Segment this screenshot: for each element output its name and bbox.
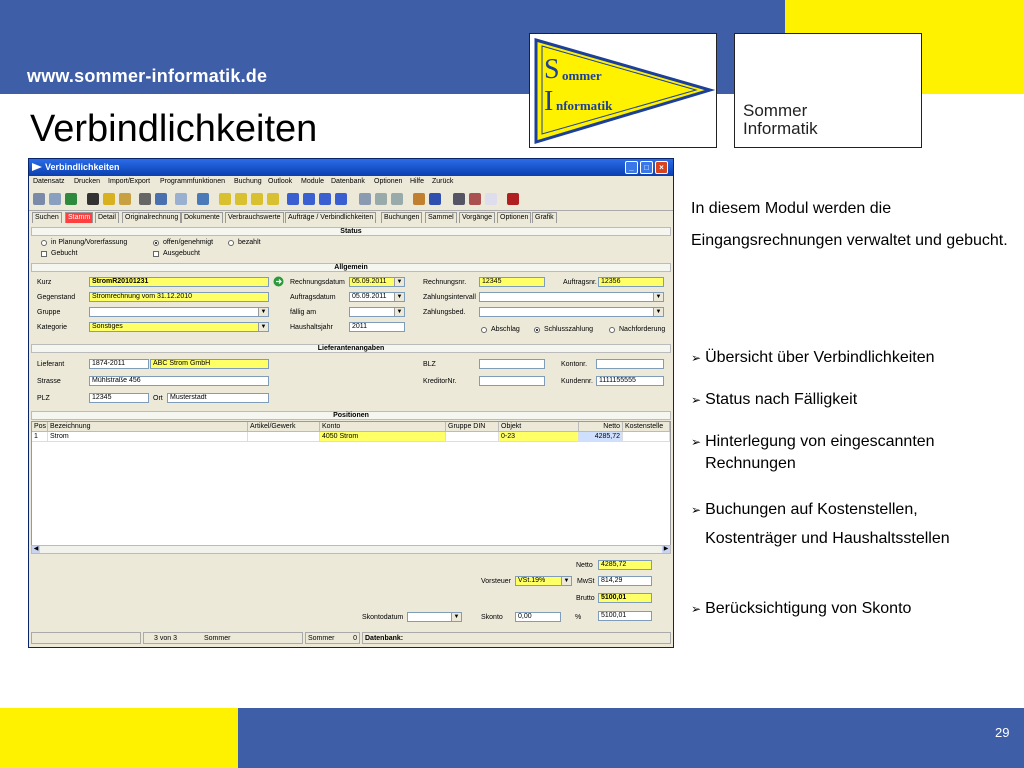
kontonr-field[interactable] <box>596 359 664 369</box>
rechnungsdatum-field[interactable]: 05.09.2011 ▼ <box>349 277 405 287</box>
table-cell[interactable]: 4050 Strom <box>320 432 446 442</box>
tab-suchen[interactable]: Suchen <box>32 212 62 223</box>
plz-field[interactable]: 12345 <box>89 393 149 403</box>
radio-offen[interactable] <box>153 240 159 246</box>
tab-sammel[interactable]: Sammel <box>425 212 457 223</box>
column-header[interactable]: Kostenstelle <box>623 422 670 432</box>
app-window: Verbindlichkeiten _ □ × Datensatz Drucken Import/Export Programmfunktionen Buchung Outlook Module Datenbank Optionen Hilfe Zurück Suchen Stamm Detail Originalrechnung Dokumente Verbrauchswerte Aufträge / Verbindlichkeiten Buchungen Sammel Vorgänge Optionen Grafik Status in Planung/Vorerfassung offen/genehmigt bezahlt Gebucht Ausgebucht Allgemein Kurz StromR20101231 Gegenstand Stromrechnung vom 31.12.2010 Gruppe ▼ Kategorie Sonstiges ▼ Rechnungsdatum 05.09.2011 ▼ Auftragsdatum 05.09.2011 ▼ fällig am ▼ Haushaltsjahr 2011 Rechnungsnr. 12345 Auftragsnr. 12356 Zahlungsintervall ▼ Zahlungsbed. ▼ Abschlag Schlusszahlung Nachforderung Lieferantenangaben Lieferant 1874-2011 ABC Strom GmbH Strasse Mühlstraße 456 PLZ 12345 Ort Musterstadt BLZ KreditorNr. Kontonr. Kundennr. 1111155555 Positionen Pos Bezeichnung Artikel/Gewerk Konto Gruppe DIN Objekt Netto Kostenstelle 1 Strom 4050 Strom 0-23 4285,72 ◀ ▶ Netto 4285,72 Vorsteuer VSt.19% ▼ MwSt 814,29 Brutto 5100,01 Skontodatum ▼ Skonto 0,00 % 5100,01 3 von 3 Sommer Sommer 0 Datenbank: <box>28 158 674 648</box>
slide-title: Verbindlichkeiten <box>30 108 318 150</box>
filter-icon[interactable] <box>103 193 115 205</box>
tab-stamm[interactable]: Stamm <box>65 212 93 223</box>
chevron-down-icon: ▼ <box>394 308 404 316</box>
skonto-amount-field[interactable]: 5100,01 <box>598 611 652 621</box>
chevron-down-icon: ▼ <box>258 308 268 316</box>
kategorie-select[interactable]: Sonstiges ▼ <box>89 322 269 332</box>
menu-bar <box>29 177 673 188</box>
radio-nachforderung[interactable] <box>609 327 615 333</box>
gegenstand-field[interactable]: Stromrechnung vom 31.12.2010 <box>89 292 269 302</box>
maximize-button[interactable]: □ <box>640 161 653 174</box>
menu-import-export[interactable]: Import/Export <box>108 178 151 185</box>
table-cell[interactable]: 1 <box>32 432 48 442</box>
help-icon[interactable] <box>429 193 441 205</box>
bullet-item: ➢ Buchungen auf Kostenstellen, Kostenträger und Haushaltsstellen <box>691 501 950 547</box>
bullet-item: ➢ Hinterlegung von eingescannten Rechnungen <box>691 433 935 472</box>
print-preview-icon[interactable] <box>49 193 61 205</box>
folder-icon[interactable] <box>119 193 131 205</box>
column-header[interactable]: Netto <box>579 422 623 432</box>
strasse-field[interactable]: Mühlstraße 456 <box>89 376 269 386</box>
mwst-field[interactable]: 814,29 <box>598 576 652 586</box>
menu-zurueck[interactable]: Zurück <box>432 178 454 185</box>
tab-optionen[interactable]: Optionen <box>497 212 531 223</box>
copy-icon[interactable] <box>391 193 403 205</box>
menu-datenbank[interactable]: Datenbank <box>331 178 365 185</box>
bullet-item: ➢ Status nach Fälligkeit <box>691 391 858 408</box>
window-titlebar[interactable] <box>29 159 673 176</box>
status-bar <box>31 632 671 645</box>
tab-buchungen[interactable]: Buchungen <box>381 212 422 223</box>
radio-schlusszahlung[interactable] <box>534 327 540 333</box>
faellig-field[interactable] <box>349 307 405 317</box>
rechnungsnr-field[interactable]: 12345 <box>479 277 545 287</box>
skontodatum-field[interactable] <box>407 612 462 622</box>
table-cell[interactable]: 4285,72 <box>579 432 623 442</box>
haushaltsjahr-field[interactable]: 2011 <box>349 322 405 332</box>
prev-record-icon[interactable] <box>235 193 247 205</box>
scroll-left-icon[interactable]: ◀ <box>33 546 39 552</box>
zahlungsintervall-select[interactable] <box>479 292 664 302</box>
next-record-icon[interactable] <box>251 193 263 205</box>
menu-programmfunktionen[interactable]: Programmfunktionen <box>160 178 225 185</box>
arrow-bullet-icon: ➢ <box>691 602 702 616</box>
print-icon[interactable] <box>33 193 45 205</box>
chevron-down-icon: ▼ <box>394 278 404 286</box>
column-header[interactable]: Konto <box>320 422 446 432</box>
column-header[interactable]: Gruppe DIN <box>446 422 499 432</box>
menu-optionen[interactable]: Optionen <box>374 178 403 185</box>
section-allgemein: Allgemein <box>31 263 671 272</box>
nav-arrow-1-icon[interactable] <box>287 193 299 205</box>
chevron-down-icon: ▼ <box>653 293 663 301</box>
calculator-icon[interactable] <box>359 193 371 205</box>
kreditornr-field[interactable] <box>479 376 545 386</box>
section-positionen: Positionen <box>31 411 671 420</box>
statusbar-record-info: 3 von 3 Sommer <box>143 632 303 644</box>
save-icon[interactable] <box>175 193 187 205</box>
logo-line-2: Informatik <box>743 119 818 138</box>
gruppe-select[interactable] <box>89 307 269 317</box>
checkbox-gebucht[interactable] <box>41 251 47 257</box>
tab-bar <box>29 212 673 224</box>
logo-line-1: Sommer <box>743 101 808 120</box>
section-lieferantenangaben: Lieferantenangaben <box>31 344 671 353</box>
tab-auftraege[interactable]: Aufträge / Verbindlichkeiten <box>285 212 376 223</box>
arrow-bullet-icon: ➢ <box>691 393 702 407</box>
vorsteuer-select[interactable]: VSt.19% ▼ <box>515 576 572 586</box>
export-icon[interactable] <box>469 193 481 205</box>
footer-band-yellow <box>0 708 238 768</box>
bullet-item: ➢ Berücksichtigung von Skonto <box>691 600 912 617</box>
chevron-down-icon: ▼ <box>394 293 404 301</box>
positions-table <box>31 421 671 546</box>
window-title: Verbindlichkeiten <box>45 162 120 172</box>
column-header[interactable]: Artikel/Gewerk <box>248 422 320 432</box>
menu-hilfe[interactable]: Hilfe <box>410 178 425 185</box>
refresh-icon[interactable] <box>139 193 151 205</box>
netto-field[interactable]: 4285,72 <box>598 560 652 570</box>
first-record-icon[interactable] <box>219 193 231 205</box>
tab-verbrauchswerte[interactable]: Verbrauchswerte <box>225 212 284 223</box>
menu-outlook[interactable]: Outlook <box>268 178 293 185</box>
tab-grafik[interactable]: Grafik <box>532 212 557 223</box>
tab-detail[interactable]: Detail <box>95 212 119 223</box>
nav-arrow-3-icon[interactable] <box>319 193 331 205</box>
kurz-field[interactable]: StromR20101231 <box>89 277 269 287</box>
ort-field[interactable]: Musterstadt <box>167 393 269 403</box>
site-url: www.sommer-informatik.de <box>27 66 268 86</box>
bullet-item: ➢ Übersicht über Verbindlichkeiten <box>691 349 935 366</box>
statusbar-database: Datenbank: <box>362 632 671 644</box>
delete-icon[interactable] <box>197 193 209 205</box>
nav-arrow-2-icon[interactable] <box>303 193 315 205</box>
checkbox-ausgebucht[interactable] <box>153 251 159 257</box>
tree-icon[interactable] <box>155 193 167 205</box>
scroll-right-icon[interactable]: ▶ <box>663 546 669 552</box>
brutto-field[interactable]: 5100,01 <box>598 593 652 603</box>
sommer-informatik-pennant-logo: S ommer I nformatik <box>529 33 717 148</box>
horizontal-scrollbar[interactable] <box>31 545 671 554</box>
refresh-green-icon[interactable] <box>273 276 284 287</box>
blz-field[interactable] <box>479 359 545 369</box>
settings-icon[interactable] <box>453 193 465 205</box>
auftragsdatum-field[interactable]: 05.09.2011 ▼ <box>349 292 405 302</box>
statusbar-empty <box>31 632 141 644</box>
menu-datensatz[interactable]: Datensatz <box>33 178 65 185</box>
arrow-bullet-icon: ➢ <box>691 503 702 517</box>
table-cell[interactable] <box>623 432 670 442</box>
binoculars-icon[interactable] <box>87 193 99 205</box>
table-cell[interactable]: Strom <box>48 432 248 442</box>
table-cell[interactable] <box>248 432 320 442</box>
radio-abschlag[interactable] <box>481 327 487 333</box>
skonto-percent-field[interactable]: 0,00 <box>515 612 561 622</box>
tab-vorgaenge[interactable]: Vorgänge <box>459 212 495 223</box>
pen-icon[interactable] <box>413 193 425 205</box>
toolbar <box>29 190 673 211</box>
column-header[interactable]: Bezeichnung <box>48 422 248 432</box>
page-icon[interactable] <box>485 193 497 205</box>
tab-dokumente[interactable]: Dokumente <box>181 212 223 223</box>
auftragsnr-field[interactable]: 12356 <box>598 277 664 287</box>
kundennr-field[interactable]: 1111155555 <box>596 376 664 386</box>
nav-arrow-4-icon[interactable] <box>335 193 347 205</box>
tab-originalrechnung[interactable]: Originalrechnung <box>122 212 181 223</box>
radio-bezahlt[interactable] <box>228 240 234 246</box>
table-cell[interactable]: 0-23 <box>499 432 579 442</box>
document-icon[interactable] <box>375 193 387 205</box>
column-header[interactable]: Objekt <box>499 422 579 432</box>
chevron-down-icon: ▼ <box>451 613 461 621</box>
excel-icon[interactable] <box>65 193 77 205</box>
intro-text: In diesem Modul werden die Eingangsrechnungen verwaltet und gebucht. <box>691 200 1008 249</box>
menu-module[interactable]: Module <box>301 178 324 185</box>
exit-icon[interactable] <box>507 193 519 205</box>
arrow-bullet-icon: ➢ <box>691 351 702 365</box>
app-arrow-icon <box>32 162 42 172</box>
sommer-informatik-text-logo <box>734 33 922 148</box>
arrow-bullet-icon: ➢ <box>691 435 702 449</box>
lieferant-nr-field[interactable]: 1874-2011 <box>89 359 149 369</box>
minimize-button[interactable]: _ <box>625 161 638 174</box>
last-record-icon[interactable] <box>267 193 279 205</box>
column-header[interactable]: Pos <box>34 423 47 430</box>
table-cell[interactable] <box>446 432 499 442</box>
close-button[interactable]: × <box>655 161 668 174</box>
chevron-down-icon: ▼ <box>561 577 571 585</box>
chevron-down-icon: ▼ <box>258 323 268 331</box>
zahlungsbed-select[interactable] <box>479 307 664 317</box>
page-number: 29 <box>995 725 1010 740</box>
footer-band-blue <box>238 708 1024 768</box>
chevron-down-icon: ▼ <box>653 308 663 316</box>
statusbar-user: Sommer 0 <box>305 632 360 644</box>
lieferant-name-field[interactable]: ABC Strom GmbH <box>150 359 269 369</box>
menu-buchung[interactable]: Buchung <box>234 178 262 185</box>
radio-planung[interactable] <box>41 240 47 246</box>
menu-drucken[interactable]: Drucken <box>74 178 101 185</box>
section-status: Status <box>31 227 671 236</box>
